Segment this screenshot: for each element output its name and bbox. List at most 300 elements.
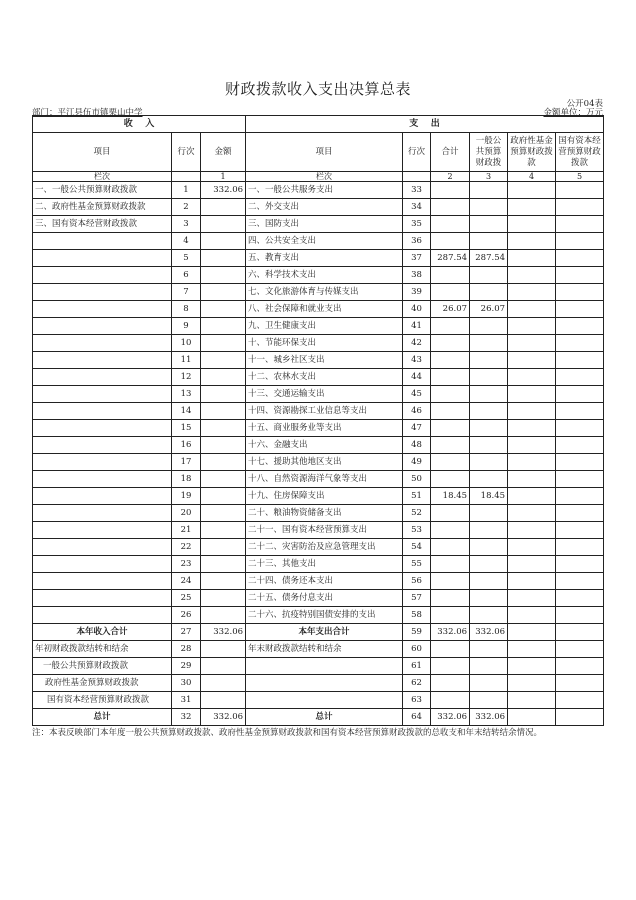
cell-total — [431, 641, 470, 658]
cell-income-line: 16 — [172, 437, 201, 454]
footnote: 注：本表反映部门本年度一般公共预算财政拨款、政府性基金预算财政拨款和国有资本经营预算财政拨款的总收支和年末结转结余情况。 — [32, 728, 543, 738]
cell-general — [470, 539, 508, 556]
cell-state — [556, 471, 604, 488]
cell-expense-item: 二十、粮油物资储备支出 — [246, 505, 403, 522]
cell-income-line: 27 — [172, 624, 201, 641]
table-row — [33, 471, 604, 488]
cell-expense-item: 十六、金融支出 — [246, 437, 403, 454]
header-income-item: 项目 — [33, 133, 172, 172]
cell-income-amount — [201, 675, 246, 692]
cell-total: 332.06 — [431, 709, 470, 726]
table-row — [33, 505, 604, 522]
cell-state — [556, 420, 604, 437]
table-row — [33, 607, 604, 624]
cell-expense-item: 十八、自然资源海洋气象等支出 — [246, 471, 403, 488]
cell-fund — [508, 284, 556, 301]
cell-total: 332.06 — [431, 624, 470, 641]
cell-expense-item: 十四、资源勘探工业信息等支出 — [246, 403, 403, 420]
cell-total — [431, 233, 470, 250]
cell-general — [470, 267, 508, 284]
cell-expense-item — [246, 692, 403, 709]
cell-expense-line: 44 — [403, 369, 431, 386]
cell-income-item: 一般公共预算财政拨款 — [33, 658, 172, 675]
cell-total — [431, 386, 470, 403]
cell-expense-item: 二十二、灾害防治及应急管理支出 — [246, 539, 403, 556]
header-fund: 政府性基金预算财政拨款 — [508, 133, 556, 172]
cell-state — [556, 658, 604, 675]
cell-income-line: 22 — [172, 539, 201, 556]
cell-general — [470, 335, 508, 352]
lanci-income-amount: 1 — [201, 172, 246, 182]
cell-expense-line: 41 — [403, 318, 431, 335]
cell-expense-item — [246, 675, 403, 692]
header-income-line: 行次 — [172, 133, 201, 172]
cell-expense-line: 57 — [403, 590, 431, 607]
cell-general — [470, 199, 508, 216]
cell-general — [470, 216, 508, 233]
cell-income-amount — [201, 233, 246, 250]
cell-total — [431, 403, 470, 420]
cell-income-item — [33, 233, 172, 250]
cell-general: 26.07 — [470, 301, 508, 318]
cell-income-amount — [201, 573, 246, 590]
cell-income-line: 15 — [172, 420, 201, 437]
cell-general: 287.54 — [470, 250, 508, 267]
cell-general — [470, 471, 508, 488]
cell-fund — [508, 335, 556, 352]
cell-income-amount — [201, 403, 246, 420]
cell-income-line: 31 — [172, 692, 201, 709]
cell-general — [470, 607, 508, 624]
cell-fund — [508, 386, 556, 403]
cell-fund — [508, 590, 556, 607]
cell-total — [431, 318, 470, 335]
cell-general — [470, 318, 508, 335]
cell-state — [556, 675, 604, 692]
cell-expense-line: 34 — [403, 199, 431, 216]
cell-income-amount — [201, 522, 246, 539]
cell-fund — [508, 488, 556, 505]
cell-expense-line: 37 — [403, 250, 431, 267]
cell-income-line: 23 — [172, 556, 201, 573]
cell-fund — [508, 267, 556, 284]
cell-state — [556, 335, 604, 352]
lanci-income-label: 栏次 — [33, 172, 172, 182]
cell-total — [431, 335, 470, 352]
cell-income-amount — [201, 250, 246, 267]
cell-expense-line: 39 — [403, 284, 431, 301]
cell-expense-item: 九、卫生健康支出 — [246, 318, 403, 335]
table-row — [33, 556, 604, 573]
table-row — [33, 301, 604, 318]
table-row — [33, 675, 604, 692]
table-row — [33, 641, 604, 658]
cell-income-line: 29 — [172, 658, 201, 675]
cell-general — [470, 454, 508, 471]
cell-income-line: 21 — [172, 522, 201, 539]
cell-fund — [508, 318, 556, 335]
cell-state — [556, 369, 604, 386]
cell-general — [470, 403, 508, 420]
cell-income-amount — [201, 590, 246, 607]
cell-income-line: 5 — [172, 250, 201, 267]
cell-state — [556, 233, 604, 250]
cell-total — [431, 369, 470, 386]
cell-income-item — [33, 573, 172, 590]
cell-state — [556, 556, 604, 573]
cell-fund — [508, 573, 556, 590]
cell-total — [431, 675, 470, 692]
cell-income-item — [33, 607, 172, 624]
cell-total — [431, 505, 470, 522]
cell-income-amount — [201, 369, 246, 386]
cell-income-item — [33, 488, 172, 505]
cell-expense-line: 50 — [403, 471, 431, 488]
cell-income-amount — [201, 607, 246, 624]
cell-fund — [508, 182, 556, 199]
table-row — [33, 284, 604, 301]
cell-total — [431, 556, 470, 573]
cell-income-amount — [201, 284, 246, 301]
cell-income-item — [33, 284, 172, 301]
cell-expense-line: 47 — [403, 420, 431, 437]
unit-label: 金额单位：万元 — [543, 108, 603, 118]
cell-expense-item: 四、公共安全支出 — [246, 233, 403, 250]
cell-expense-item: 十五、商业服务业等支出 — [246, 420, 403, 437]
cell-fund — [508, 352, 556, 369]
cell-general — [470, 420, 508, 437]
table-row — [33, 539, 604, 556]
cell-income-line: 14 — [172, 403, 201, 420]
cell-income-item — [33, 318, 172, 335]
cell-expense-item: 十二、农林水支出 — [246, 369, 403, 386]
section-expense: 支 出 — [246, 116, 604, 133]
cell-income-line: 3 — [172, 216, 201, 233]
column-index-row — [33, 172, 604, 182]
cell-state — [556, 182, 604, 199]
cell-income-item — [33, 505, 172, 522]
cell-expense-line: 55 — [403, 556, 431, 573]
cell-fund — [508, 471, 556, 488]
table-row — [33, 403, 604, 420]
cell-expense-item: 十七、援助其他地区支出 — [246, 454, 403, 471]
cell-expense-item: 二十六、抗疫特别国债安排的支出 — [246, 607, 403, 624]
cell-expense-item: 年末财政拨款结转和结余 — [246, 641, 403, 658]
cell-total: 287.54 — [431, 250, 470, 267]
cell-expense-line: 54 — [403, 539, 431, 556]
cell-income-amount — [201, 386, 246, 403]
cell-state — [556, 641, 604, 658]
cell-income-line: 18 — [172, 471, 201, 488]
section-header-row — [33, 116, 604, 133]
cell-income-amount — [201, 505, 246, 522]
cell-general — [470, 284, 508, 301]
cell-income-amount — [201, 692, 246, 709]
cell-general: 332.06 — [470, 624, 508, 641]
cell-income-amount — [201, 267, 246, 284]
table-row — [33, 692, 604, 709]
table-row — [33, 709, 604, 726]
cell-income-line: 9 — [172, 318, 201, 335]
cell-expense-item: 二十四、债务还本支出 — [246, 573, 403, 590]
cell-total — [431, 284, 470, 301]
cell-state — [556, 250, 604, 267]
cell-expense-line: 42 — [403, 335, 431, 352]
cell-total — [431, 692, 470, 709]
cell-general — [470, 369, 508, 386]
cell-income-item — [33, 539, 172, 556]
cell-income-item: 二、政府性基金预算财政拨款 — [33, 199, 172, 216]
cell-state — [556, 199, 604, 216]
cell-total — [431, 590, 470, 607]
cell-state — [556, 505, 604, 522]
cell-total — [431, 471, 470, 488]
cell-total — [431, 420, 470, 437]
lanci-total: 2 — [431, 172, 470, 182]
cell-state — [556, 488, 604, 505]
header-income-amount: 金额 — [201, 133, 246, 172]
cell-fund — [508, 233, 556, 250]
cell-expense-line: 48 — [403, 437, 431, 454]
cell-income-item — [33, 301, 172, 318]
cell-expense-line: 59 — [403, 624, 431, 641]
cell-state — [556, 352, 604, 369]
cell-income-item — [33, 267, 172, 284]
cell-income-line: 24 — [172, 573, 201, 590]
cell-expense-line: 64 — [403, 709, 431, 726]
cell-expense-line: 36 — [403, 233, 431, 250]
cell-state — [556, 539, 604, 556]
cell-income-line: 1 — [172, 182, 201, 199]
cell-income-line: 4 — [172, 233, 201, 250]
lanci-fund: 4 — [508, 172, 556, 182]
cell-expense-line: 40 — [403, 301, 431, 318]
cell-income-item — [33, 352, 172, 369]
cell-fund — [508, 539, 556, 556]
cell-expense-line: 53 — [403, 522, 431, 539]
cell-expense-item: 总计 — [246, 709, 403, 726]
cell-expense-line: 62 — [403, 675, 431, 692]
header-expense-item: 项目 — [246, 133, 403, 172]
cell-income-amount — [201, 352, 246, 369]
cell-income-amount — [201, 420, 246, 437]
table-row — [33, 250, 604, 267]
cell-fund — [508, 692, 556, 709]
cell-state — [556, 709, 604, 726]
cell-fund — [508, 454, 556, 471]
cell-fund — [508, 675, 556, 692]
cell-expense-item: 一、一般公共服务支出 — [246, 182, 403, 199]
cell-income-item — [33, 556, 172, 573]
cell-income-amount — [201, 539, 246, 556]
cell-total — [431, 216, 470, 233]
cell-general — [470, 522, 508, 539]
cell-income-item — [33, 522, 172, 539]
column-header-row — [33, 133, 604, 172]
cell-income-amount — [201, 216, 246, 233]
cell-expense-item: 二十五、债务付息支出 — [246, 590, 403, 607]
cell-expense-line: 52 — [403, 505, 431, 522]
cell-total — [431, 607, 470, 624]
cell-state — [556, 522, 604, 539]
cell-state — [556, 692, 604, 709]
table-row — [33, 420, 604, 437]
cell-total — [431, 454, 470, 471]
cell-income-line: 19 — [172, 488, 201, 505]
table-row — [33, 199, 604, 216]
cell-income-amount — [201, 471, 246, 488]
cell-fund — [508, 403, 556, 420]
cell-total: 18.45 — [431, 488, 470, 505]
cell-income-item: 国有资本经营预算财政拨款 — [33, 692, 172, 709]
cell-income-line: 30 — [172, 675, 201, 692]
table-row — [33, 267, 604, 284]
cell-income-amount — [201, 301, 246, 318]
lanci-expense-line — [403, 172, 431, 182]
cell-total — [431, 352, 470, 369]
cell-income-amount — [201, 335, 246, 352]
cell-income-line: 13 — [172, 386, 201, 403]
cell-expense-line: 38 — [403, 267, 431, 284]
page-title: 财政拨款收入支出决算总表 — [224, 80, 411, 98]
cell-expense-item: 八、社会保障和就业支出 — [246, 301, 403, 318]
cell-state — [556, 301, 604, 318]
cell-total — [431, 539, 470, 556]
cell-income-item: 三、国有资本经营财政拨款 — [33, 216, 172, 233]
cell-expense-item: 六、科学技术支出 — [246, 267, 403, 284]
cell-fund — [508, 658, 556, 675]
cell-income-amount — [201, 488, 246, 505]
table-row — [33, 216, 604, 233]
cell-general — [470, 692, 508, 709]
cell-income-amount: 332.06 — [201, 182, 246, 199]
cell-expense-item: 二十一、国有资本经营预算支出 — [246, 522, 403, 539]
cell-income-line: 10 — [172, 335, 201, 352]
cell-expense-item: 二十三、其他支出 — [246, 556, 403, 573]
header-total: 合计 — [431, 133, 470, 172]
table-row — [33, 522, 604, 539]
lanci-income-line — [172, 172, 201, 182]
cell-state — [556, 403, 604, 420]
cell-expense-line: 60 — [403, 641, 431, 658]
cell-total — [431, 573, 470, 590]
cell-state — [556, 590, 604, 607]
cell-income-amount: 332.06 — [201, 624, 246, 641]
cell-general — [470, 573, 508, 590]
cell-general — [470, 437, 508, 454]
cell-fund — [508, 199, 556, 216]
cell-income-amount — [201, 199, 246, 216]
cell-fund — [508, 505, 556, 522]
cell-general — [470, 505, 508, 522]
cell-income-line: 32 — [172, 709, 201, 726]
table-row — [33, 318, 604, 335]
cell-fund — [508, 641, 556, 658]
cell-general: 18.45 — [470, 488, 508, 505]
cell-expense-line: 43 — [403, 352, 431, 369]
cell-income-line: 17 — [172, 454, 201, 471]
cell-general — [470, 182, 508, 199]
cell-state — [556, 624, 604, 641]
cell-expense-item: 十九、住房保障支出 — [246, 488, 403, 505]
cell-income-item: 一、一般公共预算财政拨款 — [33, 182, 172, 199]
cell-income-line: 6 — [172, 267, 201, 284]
cell-total — [431, 437, 470, 454]
cell-expense-item: 七、文化旅游体育与传媒支出 — [246, 284, 403, 301]
fiscal-summary-table — [32, 115, 604, 726]
cell-income-item: 本年收入合计 — [33, 624, 172, 641]
cell-state — [556, 437, 604, 454]
cell-fund — [508, 369, 556, 386]
table-row — [33, 233, 604, 250]
table-row — [33, 352, 604, 369]
cell-total — [431, 182, 470, 199]
cell-expense-item: 十、节能环保支出 — [246, 335, 403, 352]
cell-expense-line: 33 — [403, 182, 431, 199]
cell-income-amount: 332.06 — [201, 709, 246, 726]
cell-income-item — [33, 420, 172, 437]
table-row — [33, 335, 604, 352]
form-number: 公开04表 — [566, 99, 603, 109]
cell-income-line: 12 — [172, 369, 201, 386]
cell-state — [556, 267, 604, 284]
cell-state — [556, 573, 604, 590]
cell-income-line: 7 — [172, 284, 201, 301]
cell-expense-line: 51 — [403, 488, 431, 505]
lanci-expense-label: 栏次 — [246, 172, 403, 182]
cell-expense-line: 46 — [403, 403, 431, 420]
cell-income-item — [33, 403, 172, 420]
cell-general: 332.06 — [470, 709, 508, 726]
cell-fund — [508, 437, 556, 454]
cell-expense-item: 本年支出合计 — [246, 624, 403, 641]
section-income: 收 入 — [33, 116, 246, 133]
cell-expense-item: 十三、交通运输支出 — [246, 386, 403, 403]
cell-expense-item — [246, 658, 403, 675]
cell-expense-line: 56 — [403, 573, 431, 590]
cell-income-line: 28 — [172, 641, 201, 658]
cell-fund — [508, 522, 556, 539]
cell-fund — [508, 556, 556, 573]
header-state: 国有资本经营预算财政拨款 — [556, 133, 604, 172]
lanci-state: 5 — [556, 172, 604, 182]
cell-income-amount — [201, 437, 246, 454]
cell-state — [556, 454, 604, 471]
cell-income-item — [33, 454, 172, 471]
table-row — [33, 590, 604, 607]
cell-expense-item: 十一、城乡社区支出 — [246, 352, 403, 369]
table-row — [33, 658, 604, 675]
cell-income-line: 25 — [172, 590, 201, 607]
cell-fund — [508, 607, 556, 624]
department-label: 部门：平江县伍市镇栗山中学 — [32, 108, 143, 118]
cell-income-amount — [201, 556, 246, 573]
cell-expense-line: 58 — [403, 607, 431, 624]
cell-income-item — [33, 386, 172, 403]
cell-income-amount — [201, 454, 246, 471]
cell-state — [556, 318, 604, 335]
cell-fund — [508, 301, 556, 318]
cell-income-item — [33, 437, 172, 454]
cell-expense-item: 二、外交支出 — [246, 199, 403, 216]
cell-income-line: 8 — [172, 301, 201, 318]
cell-fund — [508, 216, 556, 233]
cell-fund — [508, 709, 556, 726]
cell-general — [470, 658, 508, 675]
cell-income-item — [33, 335, 172, 352]
cell-general — [470, 233, 508, 250]
cell-general — [470, 386, 508, 403]
